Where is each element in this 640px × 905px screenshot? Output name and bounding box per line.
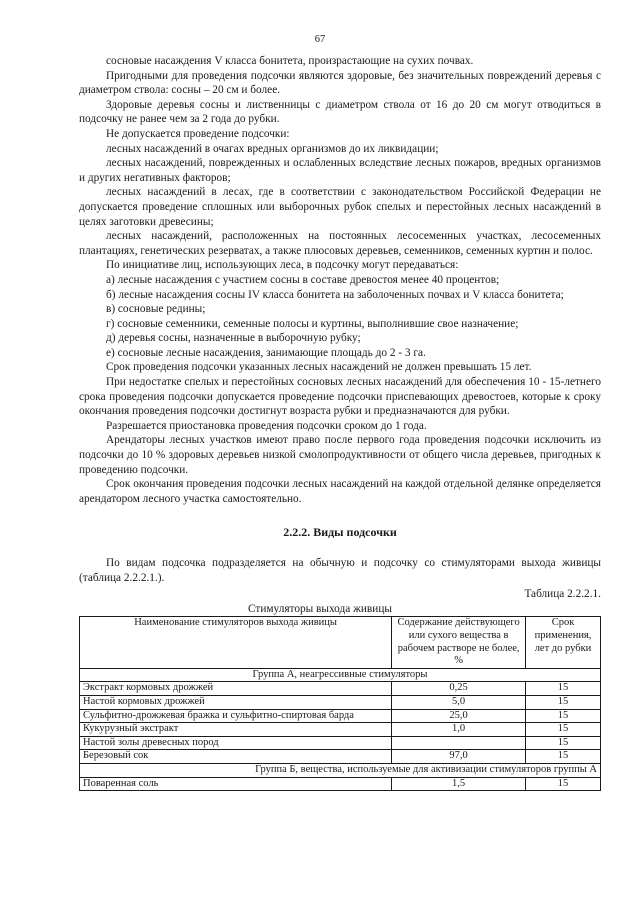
paragraph: Не допускается проведение подсочки: (106, 127, 290, 140)
paragraph: лесных насаждений, поврежденных и ослабленных вследствие лесных пожаров, вредных организмов и других негативных факторов; (79, 157, 601, 184)
section-heading: 2.2.2. Виды подсочки (283, 525, 397, 540)
paragraph: б) лесные насаждения сосны IV класса бонитета на заболоченных почвах и V класса бонитета; (106, 288, 564, 301)
paragraph: Арендаторы лесных участков имеют право после первого года проведения подсочки исключить из подсочки до 10 % здоровых деревьев низкой смолопродуктивности от общего числа деревьев, пригодных к проведению подсочки. (79, 434, 601, 476)
paragraph: г) сосновые семенники, семенные полосы и куртины, выполнившие свое назначение; (106, 317, 519, 330)
paragraph: При недостатке спелых и перестойных сосновых лесных насаждений для обеспечения 10 - 15-летнего срока проведения подсочки допускается проведение подсочки приспевающих древостоев, которые к сроку окончания проведения подсочки достигнут возраста рубки и предназначаются для рубки. (79, 376, 601, 418)
cell-name: Экстракт кормовых дрожжей (80, 682, 392, 696)
paragraph: Пригодными для проведения подсочки являются здоровые, без значительных повреждений деревья с диаметром ствола: сосны – 20 см и более. (79, 69, 601, 97)
cell-name: Настой золы древесных пород (80, 736, 392, 750)
table-title: Стимуляторы выхода живицы (248, 602, 392, 615)
cell-term: 15 (526, 777, 601, 791)
cell-name: Поваренная соль (80, 777, 392, 791)
cell-term: 15 (526, 682, 601, 696)
table-row (80, 723, 601, 737)
table-row (80, 682, 601, 696)
cell-name: Березовый сок (80, 750, 392, 764)
cell-term: 15 (526, 736, 601, 750)
table-row (80, 695, 601, 709)
paragraph: Срок окончания проведения подсочки лесных насаждений на каждой отдельной делянке определяется арендатором лесного участка самостоятельно. (79, 478, 601, 505)
page-number: 67 (314, 34, 326, 45)
table-row (80, 750, 601, 764)
cell-term: 15 (526, 750, 601, 764)
paragraph: По инициативе лиц, использующих леса, в подсочку могут передаваться: (106, 259, 459, 272)
paragraph: в) сосновые редины; (106, 303, 206, 316)
cell-term: 15 (526, 709, 601, 723)
paragraph: Срок проведения подсочки указанных лесных насаждений не должен превышать 15 лет. (106, 361, 532, 374)
cell-content: 1,0 (392, 723, 526, 737)
header-content: Содержание действующего или сухого вещества в рабочем растворе не более, % (392, 617, 526, 668)
paragraph: д) деревья сосны, назначенные в выборочную рубку; (106, 332, 361, 345)
section-paragraph: По видам подсочка подразделяется на обычную и подсочку со стимуляторами выхода живицы (таблица 2.2.2.1.). (79, 557, 601, 584)
group-b-row (80, 763, 601, 777)
cell-content: 5,0 (392, 695, 526, 709)
cell-content (392, 736, 526, 750)
cell-term: 15 (526, 723, 601, 737)
paragraph: а) лесные насаждения с участием сосны в составе древостоя менее 40 процентов; (106, 273, 500, 286)
cell-content: 97,0 (392, 750, 526, 764)
table-header-row (80, 617, 601, 668)
paragraph: лесных насаждений в очагах вредных организмов до их ликвидации; (106, 142, 439, 155)
cell-content: 0,25 (392, 682, 526, 696)
header-term: Срок применения, лет до рубки (526, 617, 601, 668)
paragraph: е) сосновые лесные насаждения, занимающие площадь до 2 - 3 га. (106, 346, 426, 359)
group-a-row (80, 668, 601, 682)
cell-name: Настой кормовых дрожжей (80, 695, 392, 709)
group-b-label: Группа Б, вещества, используемые для активизации стимуляторов группы А (80, 763, 601, 777)
paragraph: лесных насаждений в лесах, где в соответствии с законодательством Российской Федерации не допускается проведение сплошных или выборочных рубок спелых и перестойных лесных насаждений в целях заготовки древесины; (79, 186, 601, 228)
group-a-label: Группа А, неагрессивные стимуляторы (80, 668, 601, 682)
cell-content: 1,5 (392, 777, 526, 791)
stimulators-table (79, 616, 601, 791)
cell-name: Кукурузный экстракт (80, 723, 392, 737)
header-name: Наименование стимуляторов выхода живицы (80, 617, 392, 668)
document-body (79, 54, 601, 791)
table-row (80, 709, 601, 723)
cell-term: 15 (526, 695, 601, 709)
table-row (80, 777, 601, 791)
paragraph: Здоровые деревья сосны и лиственницы с диаметром ствола от 16 до 20 см могут отводиться в подсочку не ранее чем за 2 года до рубки. (79, 98, 601, 126)
table-label: Таблица 2.2.2.1. (524, 588, 601, 601)
cell-name: Сульфитно-дрожжевая бражка и сульфитно-спиртовая барда (80, 709, 392, 723)
table-row (80, 736, 601, 750)
paragraph: Разрешается приостановка проведения подсочки сроком до 1 года. (106, 419, 427, 432)
cell-content: 25,0 (392, 709, 526, 723)
paragraph: сосновые насаждения V класса бонитета, произрастающие на сухих почвах. (106, 55, 474, 67)
paragraph: лесных насаждений, расположенных на постоянных лесосеменных участках, лесосеменных плантациях, генетических резерватах, а также плюсовых деревьев, семенников, семенных куртин и полос. (79, 230, 601, 257)
